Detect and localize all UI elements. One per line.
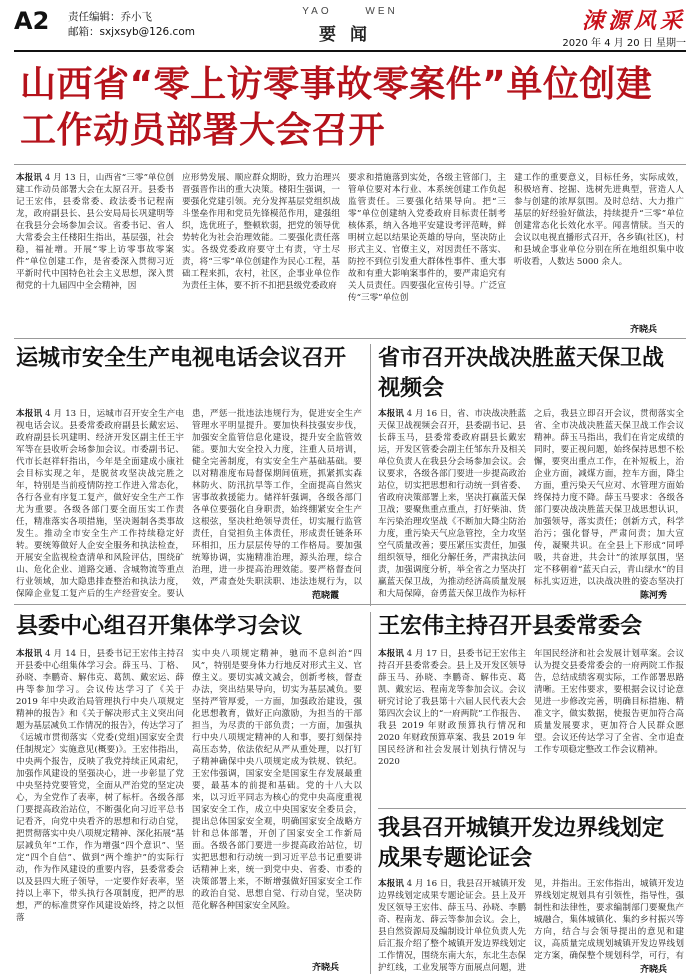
lead-divider [14, 164, 686, 165]
article5-column-1: 本报讯 4 月 17 日，县委书记王宏伟主持召开县委常委会。县上及开发区领导薛玉马、孙晓、李鹏奇、解伟克、葛凯、戴宏运、程南龙等参加会议。会议研究讨论了我县第十六届人民代表大会第四次会议上的“一府两院”工作报告、我县 2019 年财政预算执行情况和 2020 年财政预算草案、我县 2019 年国民经济和社会发展计划执行情况与 2020 [378, 649, 526, 767]
column-divider-2 [370, 612, 371, 974]
article2-headline: 运城市安全生产电视电话会议召开 [16, 346, 347, 371]
section-name: 要闻 [319, 25, 381, 45]
divider-3 [378, 808, 686, 809]
column-divider-1 [370, 344, 371, 606]
lead-column-4: 建工作的重要意义，目标任务，实际成效，积极培育、挖掘、选树先进典型，营造人人参与创建的浓厚氛围。及时总结、大力推广基层的好经验好做法，持续提升“三零”单位创建常态化长效化水平。闻喜情牍。当天的会议以电视直播形式召开，各乡镇(社区)，村和县域企事业单位分别在所在地组织集中收听收看，人数达 5000 余人。 [514, 173, 684, 267]
editor-email: 邮箱：sxjxsyb@126.com [68, 26, 195, 38]
article4-column-2: 实中央八项规定精神，驰而不息纠治“四风”，特别是要身体力行地反对形式主义、官僚主义。要切实减文减会，创新考核，督查办法，突出结果导向，切实为基层减负。要坚持严管厚爱，一方面，加强政治建设，强化思想教育，做好正向激励，为担当的干部担当，为尽责的干部负责；一方面，加强执行中央八项规定精神的人和事，要打刻保持高压态势，依法依纪从严从重处理，以打钉子精神确保中央八项规定成为铁规、铁纪。王宏伟强调，国家安全是国家生存发展最重要，最基本的前提和基础。党的十八大以来，以习近平同志为核心的党中央高度重视国家安全工作，成立中央国家安全委员会，提出总体国家安全观，明确国家安全战略方针和总体部署，开创了国家安全工作新局面。各级各部门要进一步提高政治站位，切实把思想和行动统一到习近平总书记重要讲话精神上来，统一到党中央、省委、市委的决策部署上来，不断增强做好国家安全工作的政治自觉、思想自觉、行动自觉，坚决防范化解各种国家安全风险。 [192, 649, 362, 911]
publication-date: 2020 年 4 月 20 日 星期一 [562, 38, 686, 49]
article2-column-1: 本报讯 4 月 13 日，运城市召开安全生产电视电话会议。县委常委政府副县长戴宏运、政府副县长巩建明、经济开发区副主任王宇军等在县收听会场参加会议。市委副书记、代市长赵祥轩指出，今年是全面建成小康社会目标实现之年，是脱贫攻坚决战完胜之年，特别是当前疫情防控工作进入常态化，各行各业有序复工复产，做好安全生产工作尤为重要。各级各部门要全面压实工作责任，精准落实各项措施，坚决遏制各类事故发生。推动全市安全生产工作持续稳定好转。要统筹做好人企安全服务和执法检查，开展安全监视检查清单和风险评估，围绕矿山、危化企业、道路交通、含城物流等重点行业领域，加大隐患排查整治和执法力度，保障企业复工复产后的生产经营安全。要认 [16, 409, 184, 599]
divider-2 [14, 604, 686, 605]
section-pinyin-2: WEN [365, 6, 398, 17]
article3-column-2: 之后，我县立即召开会议，贯彻落实全省、全市决战决胜蓝天保卫战工作会议精神。薛玉马指出，我们在肯定成绩的同时，要正视问题，始终保持思想不松懈，要突出重点工作，在补短板上，治企业方面，减煤方面，控车方面，降尘方面，重污染天气应对、水管理方面始终保持力度不降。薛玉马要求：各级各部门要决战决胜蓝天保卫战思想认识，加强领导，落实责任；创新方式，科学治污；强化督导，严肃问责；加大宣传，凝聚共识。在全县上下形成“同呼吸，共奋进，共会计”的浓厚氛围，坚定不移朝着“蓝天白云，青山绿水”的目标扎实迈进，以决战决胜的姿态坚决打 [534, 409, 684, 587]
article5-column-2: 年国民经济和社会发展计划草案。会议认为提交县委常委会的一府两院工作报告，总结成绩客观实际，工作部署思路清晰。王宏伟要求，要根据会议讨论意见进一步修改完善，明确目标措施、精准文字，做实数据，使报告更加符合高质量发展要求，更加符合人民群众愿望。会议还传达学习了全省、全市追查工作专项稳定整改工作会议精神。 [534, 649, 684, 755]
article6-column-1: 本报讯 4 月 16 日，我县召开城镇开发边界线划定成果专题论证会。县上及开发区领导王宏伟、薛玉马、孙晓、李鹏奇、程南龙、薛云等参加会议。会上，县自然资源局及编制设计单位负责人先后汇报介绍了整个城镇开发边界线划定工作情况，围绕东南大东，东北生态保护红线，工业发展等方面展点问题，进 [378, 879, 526, 973]
newspaper-logo: 涑源风采 [581, 8, 686, 34]
article3-byline: 陈河秀 [640, 591, 668, 601]
article5-headline: 王宏伟主持召开县委常委会 [378, 614, 643, 639]
lead-column-3: 要求和措施落到实处，各级主管部门，主管单位要对本行业、本系统创建工作负起监管责任。三要强化结果导向。把“三零”单位创建纳入党委政府目标责任制考核体系，纳入各地平安建设考评范畴，鲜明树立起以结果论英雄的导向，坚决防止形式主义、官僚主义，对因责任不落实、防控不到位引发重大群体性事件、重大事故和有重大影响案事件的，要严肃追究有关人员责任。四要强化宣传引导。广泛宣传“三零”单位创 [348, 173, 506, 303]
lead-column-1: 本报讯 4 月 13 日，山西省“三零”单位创建工作动员部署大会在太原召开。县委书记王宏伟，县委常委、政法委书记程南龙，政府副县长、县公安局局长巩建明等在我县分会场参加会议。省委书记、省人大常委会主任楼阳生指出，基层强，社会稳，福祉增。开展“零上访零事故零案件”单位创建工作，是省委深入贯彻习近平新时代中国特色社会主义思想，深入贯彻党的十九届四中全会精神，因 [16, 173, 174, 291]
section-pinyin-1: YAO [302, 6, 332, 17]
lead-byline: 齐晓兵 [630, 325, 658, 335]
article6-column-2: 见，并指出。王宏伟指出，城镇开发边界线划定规划具有引领性，指导性，强制性和法律性，要求编制部门要聚焦产城融合，集体城镇化、集约乡村振兴等方向，结合与会领导提出的意见和建议，高质量完成规划城镇开发边界线划定方案，确保整个规划科学，可行，有 [534, 879, 684, 961]
masthead-divider [14, 50, 686, 52]
article4-byline: 齐晓兵 [312, 963, 340, 973]
article4-column-1: 本报讯 4 月 14 日，县委书记王宏伟主持召开县委中心组集体学习会。薛玉马、丁格、孙晓、李鹏奇、解伟克、葛凯、戴宏运、薛冉等参加学习。会议传达学习了《关于 2019 年中央政治局管理执行中央八项规定精神的报告》和《关于解决形式主义突出问题为基层减负工作情况的报告》，传达学习了《运城市贯彻落实〈党委(党组)国家安全责任制规定〉实施意见(概要)》。王宏伟指出，中央两个报告，反映了我党持续正风肃纪，加强作风建设的坚强决心，进一步彰显了党中央坚持党要管党，全面从严治党的坚定决心，为全党作了表率，树了标杆。各级各部门要提高政治站位，不断强化向习近平总书记看齐，向党中央看齐的思想和行动自觉，把贯彻落实中央八项规定精神、深化拓展“基层减负年”工作，作为增强“四个意识”、坚定“四个自信”、做到“两个维护”的实际行动，作为作风建设的重要内容，县委常委会以及县四大班子领导，一定要作好表率，坚持以上率下，带头执行各项制度，把严的思想，严的标准贯穿作风建设始终，持之以恒落 [16, 649, 184, 923]
lead-headline: 山西省“零上访零事故零案件”单位创建工作动员部署大会召开 [20, 64, 653, 151]
article4-headline: 县委中心组召开集体学习会议 [16, 614, 303, 639]
article3-column-1: 本报讯 4 月 16 日，省、市决战决胜蓝天保卫战视频会召开，县委副书记、县长薛玉马，县委常委政府副县长戴宏运，开发区管委会副主任邹东升及相关单位负责人在我县分会场参加会议。会议要求，各级各部门要进一步提高政治站位，切实把思想和行动统一到省委、省政府决策部署上来，坚决打赢蓝天保卫战；要聚焦重点重点，打好柴油、货车污染治理攻坚战《不断加大降尘防治力度，重污染天气应急管控，全力攻坚空气质量改善；要压紧压实责任，加强组织领导，细化分解任务，严肃执法问责，加强调度分析，举全省之力坚决打赢蓝天保卫战，为推动经济高质量发展和大局保障，奋勇蓝天保卫战作为标杆 [378, 409, 526, 599]
editor-name: 责任编辑：乔小飞 [68, 11, 152, 23]
article6-headline: 我县召开城镇开发边界线划定成果专题论证会 [378, 816, 665, 871]
article2-byline: 范晓霞 [312, 591, 340, 601]
article2-column-2: 患，严惩一批违法违规行为，促进安全生产管理水平明显提升。要加快科技强安步伐，加强安全监管信息化建设，提升安全监管效能。要加大安全投入力度，注重人员培训，健全完善制度，有实安全生产基础基础。要以对精准度布局督保期间值班，抓紧抓实森林防火、防汛抗旱等工作，全面提高自然灾害事故救援能力。储祥轩强调，各级各部门各单位要强化自身职责，始终绷紧安全生产这根弦，坚决杜绝领导责任，切实履行监管责任，自觉担负主体责任，形成责任链条环环相扣，压力层层传导的工作格局。要加强统筹协调，实施精准治理，源头治理，综合治理，进一步提高治理效能。要严格督查问效，严肃查处失职渎职、违法违规行为，以 [192, 409, 362, 587]
page-number: A2 [14, 7, 50, 35]
divider-1 [14, 338, 686, 339]
lead-column-2: 应形势发展、顺应群众期盼，致力治理兴晋强晋作出的重大决策。楼阳生强调，一要强化党建引领。充分发挥基层党组织战斗堡垒作用和党员先锋模范作用，建强组织，选优班子，整顿软弱，把党的领导优势转化为社会治理效能。二要强化责任落实。各级党委政府要守土有责，守土尽责，将“三零”单位创建作为民心工程，基础工程来抓，农村，社区，企事业单位作为责任主体，要不折不扣把县级党委政府 [182, 173, 340, 291]
article6-byline: 齐晓兵 [640, 965, 668, 975]
article3-headline: 省市召开决战决胜蓝天保卫战视频会 [378, 346, 665, 401]
